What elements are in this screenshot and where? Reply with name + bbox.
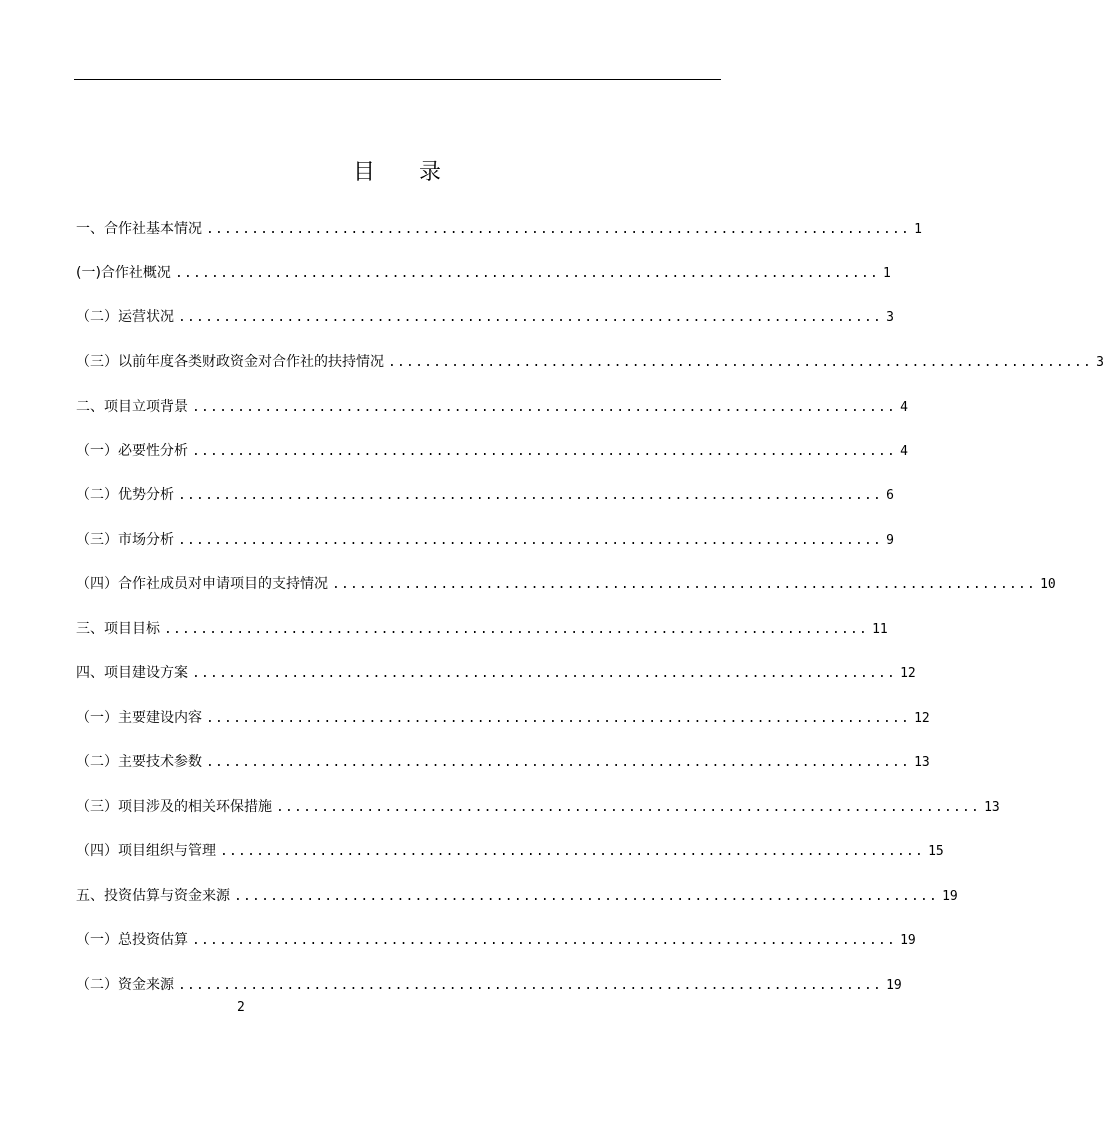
toc-entry-label: （一）主要建设内容 <box>76 710 202 726</box>
toc-entry-label: 三、项目目标 <box>76 621 160 637</box>
toc-entry-label: （三）以前年度各类财政资金对合作社的扶持情况 <box>76 354 384 370</box>
toc-leader-dots: .............................................................................. <box>388 355 1093 370</box>
toc-entry-page: 13 <box>914 755 930 770</box>
toc-entry-page: 1 <box>914 222 922 237</box>
toc-leader-dots: .............................................................................. <box>164 622 869 637</box>
toc-entry[interactable] <box>76 440 908 460</box>
toc-entry[interactable] <box>76 751 930 771</box>
toc-entry-page: 3 <box>1096 355 1104 370</box>
toc-entry-label: 四、项目建设方案 <box>76 665 188 681</box>
toc-entry-page: 4 <box>900 444 908 459</box>
toc-entry[interactable] <box>76 573 1056 593</box>
toc-entry-page: 19 <box>900 933 916 948</box>
toc-entry[interactable] <box>76 796 1000 816</box>
toc-leader-dots: .............................................................................. <box>206 755 911 770</box>
toc-entry[interactable] <box>76 885 958 905</box>
toc-entry[interactable] <box>76 929 916 949</box>
toc-entry-page: 3 <box>886 310 894 325</box>
toc-leader-dots: .............................................................................. <box>192 933 897 948</box>
toc-entry-label: （二）资金来源 <box>76 977 174 993</box>
toc-entry[interactable] <box>76 974 902 994</box>
toc-entry-page: 10 <box>1040 577 1056 592</box>
header-rule <box>74 79 721 80</box>
toc-entry-page: 15 <box>928 844 944 859</box>
toc-title-char-1: 目 <box>352 160 375 185</box>
toc-entry-label: （二）主要技术参数 <box>76 754 202 770</box>
toc-leader-dots: .............................................................................. <box>206 222 911 237</box>
toc-entry-page: 13 <box>984 800 1000 815</box>
page-number: 2 <box>237 1000 245 1015</box>
toc-entry-label: （二）运营状况 <box>76 309 174 325</box>
toc-entry-label: （四）项目组织与管理 <box>76 843 216 859</box>
toc-entry-page: 19 <box>886 978 902 993</box>
toc-entry[interactable] <box>76 840 944 860</box>
toc-entry[interactable] <box>76 529 894 549</box>
toc-entry-label: (一)合作社概况 <box>76 265 171 281</box>
toc-entry-page: 6 <box>886 488 894 503</box>
toc-entry-page: 1 <box>883 266 891 281</box>
toc-entry-label: （一）必要性分析 <box>76 443 188 459</box>
toc-entry[interactable] <box>76 396 908 416</box>
toc-entry-page: 12 <box>900 666 916 681</box>
toc-entry-label: （三）项目涉及的相关环保措施 <box>76 799 272 815</box>
toc-title <box>0 155 794 186</box>
toc-leader-dots: .............................................................................. <box>276 800 981 815</box>
toc-entry[interactable] <box>76 351 1104 371</box>
toc-entry-label: （二）优势分析 <box>76 487 174 503</box>
toc-entry-page: 11 <box>872 622 888 637</box>
toc-leader-dots: .............................................................................. <box>192 444 897 459</box>
toc-leader-dots: .............................................................................. <box>206 711 911 726</box>
toc-entry[interactable] <box>76 218 922 238</box>
toc-entry[interactable] <box>76 707 930 727</box>
toc-leader-dots: .............................................................................. <box>178 978 883 993</box>
toc-entry[interactable] <box>76 306 894 326</box>
toc-leader-dots: .............................................................................. <box>178 533 883 548</box>
toc-entry-label: 一、合作社基本情况 <box>76 221 202 237</box>
toc-entry[interactable] <box>76 662 916 682</box>
toc-entry-label: （四）合作社成员对申请项目的支持情况 <box>76 576 328 592</box>
toc-entry-page: 19 <box>942 889 958 904</box>
toc-entry-page: 4 <box>900 400 908 415</box>
toc-entry-label: 五、投资估算与资金来源 <box>76 888 230 904</box>
toc-entry[interactable] <box>76 484 894 504</box>
toc-entry[interactable] <box>76 618 888 638</box>
toc-leader-dots: .............................................................................. <box>178 310 883 325</box>
toc-entry[interactable] <box>76 262 891 282</box>
toc-leader-dots: .............................................................................. <box>234 889 939 904</box>
toc-leader-dots: .............................................................................. <box>174 266 880 281</box>
toc-entry-label: 二、项目立项背景 <box>76 399 188 415</box>
toc-leader-dots: .............................................................................. <box>192 666 897 681</box>
toc-entry-page: 9 <box>886 533 894 548</box>
toc-entry-page: 12 <box>914 711 930 726</box>
toc-title-char-2: 录 <box>419 160 442 185</box>
toc-leader-dots: .............................................................................. <box>192 400 897 415</box>
toc-entry-label: （一）总投资估算 <box>76 932 188 948</box>
toc-leader-dots: .............................................................................. <box>178 488 883 503</box>
toc-entry-label: （三）市场分析 <box>76 532 174 548</box>
toc-leader-dots: .............................................................................. <box>220 844 925 859</box>
toc-leader-dots: .............................................................................. <box>332 577 1037 592</box>
